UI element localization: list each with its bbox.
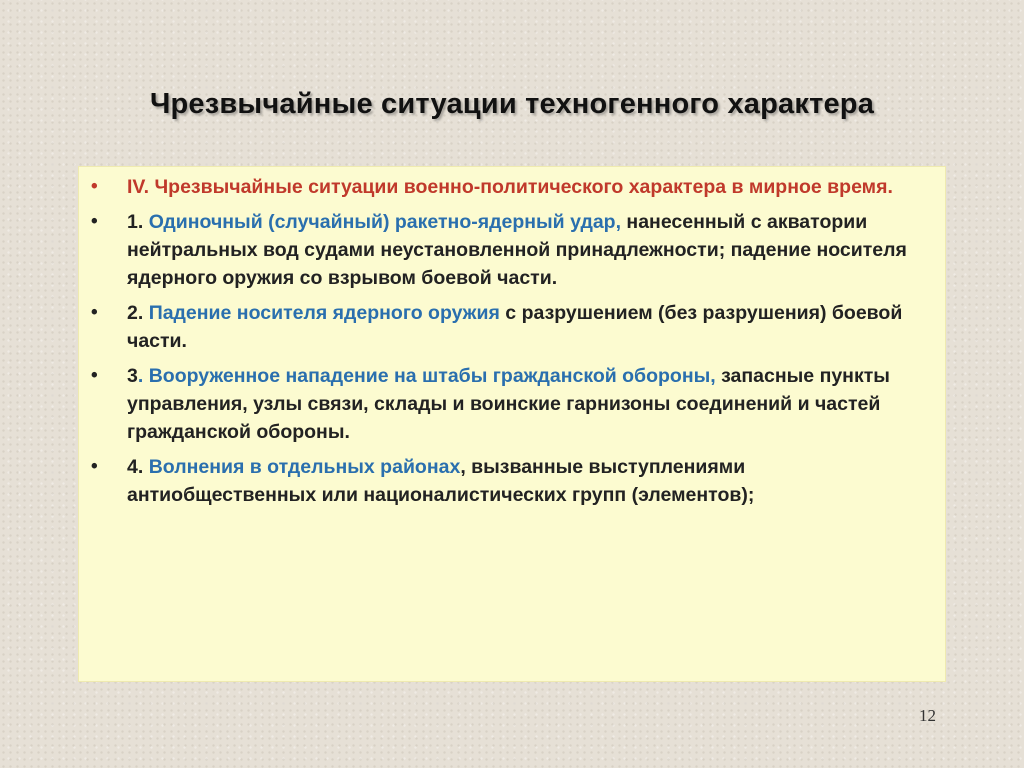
slide-title: Чрезвычайные ситуации техногенного характера <box>149 88 875 120</box>
bullet-icon: • <box>91 176 98 197</box>
bullet-icon: • <box>91 302 98 323</box>
page-number: 12 <box>919 706 936 725</box>
list-item <box>79 362 939 446</box>
item-highlight: Одиночный (случайный) ракетно-ядерный удар, <box>148 211 621 233</box>
item-text: нанесенный с акватории нейтральных вод судами неустановленной принадлежности; падение носителя ядерного оружия со взрывом боевой части. <box>127 211 907 289</box>
item-highlight: . Вооруженное нападение на штабы гражданской обороны, <box>137 365 716 387</box>
item-number: 2. <box>127 302 149 324</box>
list-item-section-heading <box>79 173 939 201</box>
item-text: , вызванные выступлениями антиобщественных или националистических групп (элементов); <box>127 456 755 506</box>
item-text: с разрушением (без разрушения) боевой части. <box>127 302 903 352</box>
bullet-list <box>79 173 939 516</box>
item-number: 3 <box>127 365 138 387</box>
item-number: 4. <box>127 456 149 478</box>
item-highlight: Волнения в отдельных районах <box>148 456 461 478</box>
item-text: запасные пункты управления, узлы связи, склады и воинские гарнизоны соединений и частей гражданской обороны. <box>127 365 890 443</box>
list-item <box>79 453 939 509</box>
list-item <box>79 208 939 292</box>
item-highlight: Падение носителя ядерного оружия <box>148 302 500 324</box>
item-number: 1. <box>127 211 149 233</box>
content-box <box>78 166 946 682</box>
list-item <box>79 299 939 355</box>
section-heading: IV. Чрезвычайные ситуации военно-политического характера в мирное время. <box>127 176 893 198</box>
bullet-icon: • <box>91 456 98 477</box>
bullet-icon: • <box>91 211 98 232</box>
bullet-icon: • <box>91 365 98 386</box>
